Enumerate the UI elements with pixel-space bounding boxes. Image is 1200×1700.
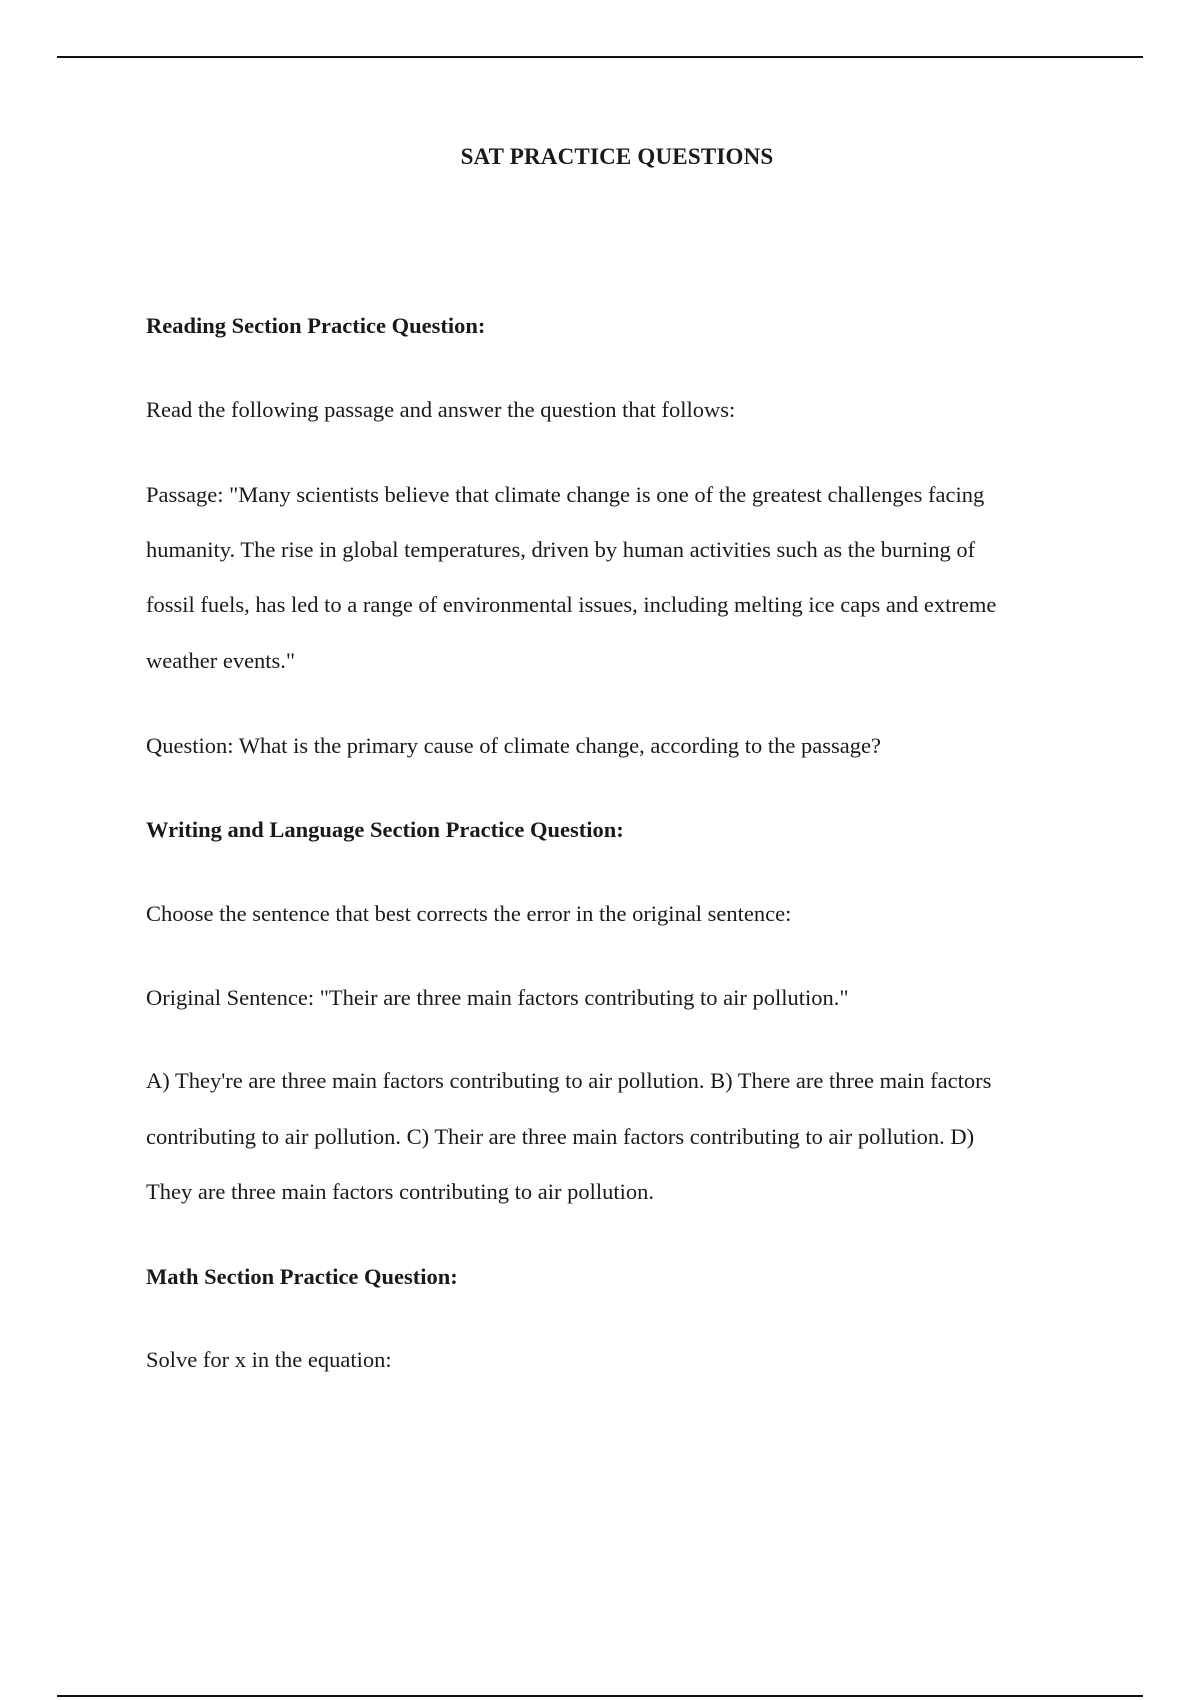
math-section-heading: Math Section Practice Question: [146, 1264, 458, 1289]
passage-line: fossil fuels, has led to a range of environmental issues, including melting ice caps and extreme [146, 592, 997, 617]
reading-instruction: Read the following passage and answer the question that follows: [146, 397, 736, 422]
top-rule [57, 56, 1143, 58]
reading-question: Question: What is the primary cause of climate change, according to the passage? [146, 733, 881, 758]
page-title: SAT PRACTICE QUESTIONS [460, 144, 774, 169]
bottom-rule [57, 1695, 1143, 1697]
passage-line: humanity. The rise in global temperatures, driven by human activities such as the burning of [146, 537, 976, 562]
passage-line: weather events." [146, 648, 296, 673]
original-sentence: Original Sentence: "Their are three main factors contributing to air pollution." [146, 985, 849, 1010]
answer-options-line: A) They're are three main factors contributing to air pollution. B) There are three main factors [146, 1068, 992, 1093]
reading-section-heading: Reading Section Practice Question: [146, 313, 486, 338]
writing-section-heading: Writing and Language Section Practice Question: [146, 817, 624, 842]
answer-options-line: contributing to air pollution. C) Their are three main factors contributing to air pollution. D) [146, 1124, 975, 1149]
writing-instruction: Choose the sentence that best corrects the error in the original sentence: [146, 901, 792, 926]
math-instruction: Solve for x in the equation: [146, 1347, 392, 1372]
passage-line: Passage: "Many scientists believe that climate change is one of the greatest challenges facing [146, 482, 985, 507]
answer-options-line: They are three main factors contributing to air pollution. [146, 1179, 654, 1204]
